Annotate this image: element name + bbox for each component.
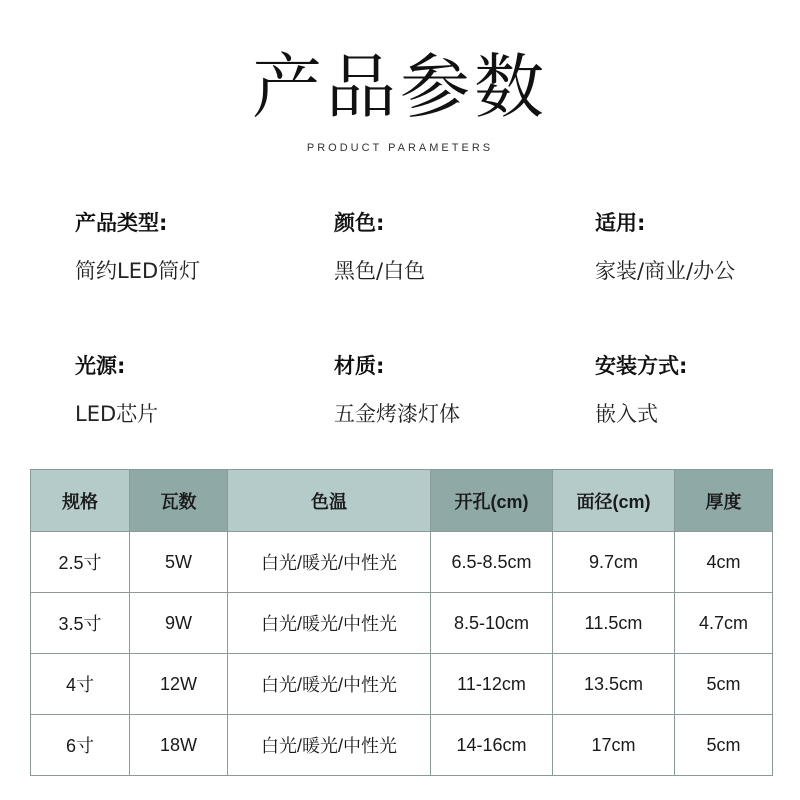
header-thickness: 厚度: [675, 470, 773, 532]
param-value: 黑色/白色: [334, 259, 426, 283]
cell-diameter: 17cm: [553, 715, 675, 776]
table-row: [31, 654, 773, 715]
cell-diameter: 9.7cm: [553, 532, 675, 593]
param-value: 五金烤漆灯体: [334, 402, 460, 426]
cell-thickness: 5cm: [675, 715, 773, 776]
cell-wattage: 18W: [130, 715, 228, 776]
cell-spec: 6寸: [31, 715, 130, 776]
param-label: 产品类型:: [75, 211, 168, 235]
table-row: [31, 593, 773, 654]
cell-thickness: 4cm: [675, 532, 773, 593]
page-subtitle: PRODUCT PARAMETERS: [306, 142, 494, 154]
header-diameter: 面径(cm): [553, 470, 675, 532]
cell-wattage: 9W: [130, 593, 228, 654]
param-material: [334, 351, 460, 429]
cell-spec: 3.5寸: [31, 593, 130, 654]
cell-wattage: 5W: [130, 532, 228, 593]
cell-spec: 2.5寸: [31, 532, 130, 593]
param-value: LED芯片: [75, 402, 159, 426]
cell-color-temp: 白光/暖光/中性光: [228, 654, 431, 715]
table-row: [31, 715, 773, 776]
header-cutout: 开孔(cm): [431, 470, 553, 532]
cell-cutout: 14-16cm: [431, 715, 553, 776]
param-product-type: [75, 208, 200, 286]
cell-cutout: 6.5-8.5cm: [431, 532, 553, 593]
cell-color-temp: 白光/暖光/中性光: [228, 593, 431, 654]
param-label: 颜色:: [334, 211, 385, 235]
param-label: 适用:: [595, 211, 646, 235]
header-wattage: 瓦数: [130, 470, 228, 532]
cell-thickness: 5cm: [675, 654, 773, 715]
param-value: 简约LED筒灯: [75, 259, 201, 283]
cell-diameter: 13.5cm: [553, 654, 675, 715]
cell-cutout: 8.5-10cm: [431, 593, 553, 654]
cell-diameter: 11.5cm: [553, 593, 675, 654]
param-value: 家装/商业/办公: [595, 259, 736, 283]
spec-table: [30, 469, 773, 776]
cell-cutout: 11-12cm: [431, 654, 553, 715]
param-installation: [595, 351, 687, 429]
param-light-source: [75, 351, 158, 429]
param-application: [595, 208, 735, 286]
table-header-row: [31, 470, 773, 532]
cell-wattage: 12W: [130, 654, 228, 715]
header-spec: 规格: [31, 470, 130, 532]
cell-spec: 4寸: [31, 654, 130, 715]
cell-color-temp: 白光/暖光/中性光: [228, 532, 431, 593]
header-color-temp: 色温: [228, 470, 431, 532]
param-label: 安装方式:: [595, 354, 688, 378]
page-title: 产品参数: [252, 46, 548, 128]
param-label: 光源:: [75, 354, 126, 378]
cell-thickness: 4.7cm: [675, 593, 773, 654]
param-label: 材质:: [334, 354, 385, 378]
param-value: 嵌入式: [595, 402, 658, 426]
cell-color-temp: 白光/暖光/中性光: [228, 715, 431, 776]
table-row: [31, 532, 773, 593]
param-color: [334, 208, 425, 286]
